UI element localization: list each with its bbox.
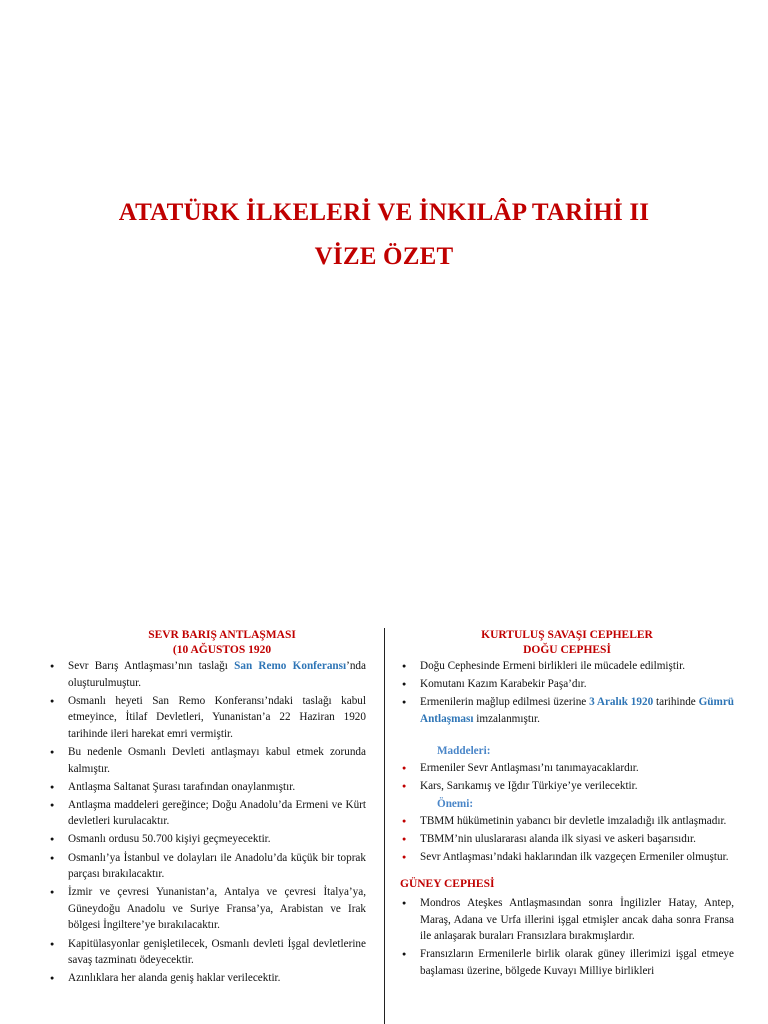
sevr-date-heading: (10 AĞUSTOS 1920 [172, 643, 272, 656]
column-divider [384, 628, 385, 1024]
fronts-heading: KURTULUŞ SAVAŞI CEPHELER [481, 629, 653, 641]
articles-list [400, 760, 734, 795]
east-front-list [400, 658, 734, 727]
list-item: ● Komutanı Kazım Karabekir Paşa’dır. [400, 676, 734, 693]
document-title: ATATÜRK İLKELERİ VE İNKILÂP TARİHİ II [118, 199, 650, 226]
list-item: ● Doğu Cephesinde Ermeni birlikleri ile mücadele edilmiştir. [400, 658, 734, 675]
right-column [400, 628, 734, 981]
list-item: ● Bu nedenle Osmanlı Devleti antlaşmayı kabul etmek zorunda kalmıştır. [48, 744, 366, 777]
list-item: ● Osmanlı ordusu 50.700 kişiyi geçmeyecektir. [48, 831, 366, 848]
list-item: ● Kars, Sarıkamış ve Iğdır Türkiye’ye verilecektir. [400, 778, 734, 795]
south-front-heading: GÜNEY CEPHESİ [400, 877, 495, 890]
south-front-list [400, 895, 734, 979]
list-item: ● Azınlıklara her alanda geniş haklar verilecektir. [48, 970, 366, 987]
list-item: ● Mondros Ateşkes Antlaşmasından sonra İngilizler Hatay, Antep, Maraş, Adana ve Urfa illerini işgal etmişler ancak daha sonra Fransa ile anlaşarak buraları Fransızlara bırakmışlardır. [400, 895, 734, 945]
list-item: ● Osmanlı’ya İstanbul ve dolayları ile Anadolu’da küçük bir toprak parçası bırakılacaktır. [48, 850, 366, 883]
list-item: ● TBMM hükümetinin yabancı bir devletle imzaladığı ilk antlaşmadır. [400, 813, 734, 830]
list-item [400, 694, 734, 727]
list-item-text: ’nda oluşturulmuştur. [68, 660, 366, 689]
list-item-text: Sevr Barış Antlaşması’nın taslağı [68, 660, 235, 672]
document-subtitle: VİZE ÖZET [314, 243, 454, 270]
list-item [48, 658, 366, 691]
importance-label: Önemi: [437, 798, 474, 811]
highlight-text: Gümrü Antlaşması [420, 696, 735, 725]
highlight-text: San Remo Konferansı [234, 660, 347, 672]
list-item-text: tarihinde [653, 696, 699, 709]
list-item: ● İzmir ve çevresi Yunanistan’a, Antalya ve çevresi İtalya’ya, Güneydoğu Anadolu ve Suriye Fransa’ya, Arabistan ve Irak bölgesi İngiltere’ye bırakılacaktır. [48, 884, 366, 934]
list-item: ● Fransızların Ermenilerle birlik olarak güney illerimizi işgal etmeye başlaması üzerine, bölgede Kuvayı Milliye birlikleri [400, 946, 734, 979]
list-item: ● Kapitülasyonlar genişletilecek, Osmanlı devleti İşgal devletlerine savaş tazminatı ödeyecektir. [48, 936, 366, 969]
list-item: ● Ermeniler Sevr Antlaşması’nı tanımayacaklardır. [400, 760, 734, 777]
list-item-text: imzalanmıştır. [473, 712, 540, 725]
list-item: ● Antlaşma Saltanat Şurası tarafından onaylanmıştır. [48, 779, 366, 796]
list-item: ● TBMM’nin uluslararası alanda ilk siyasi ve askeri başarısıdır. [400, 831, 734, 848]
list-item: ● Osmanlı heyeti San Remo Konferansı’ndaki taslağı kabul etmeyince, İtilaf Devletleri, Yunanistan’a 22 Haziran 1920 tarihinde ileri harekat emri vermiştir. [48, 693, 366, 743]
list-item-text: Ermenilerin mağlup edilmesi üzerine [420, 696, 590, 709]
articles-label: Maddeleri: [437, 745, 491, 758]
list-item: ● Antlaşma maddeleri gereğince; Doğu Anadolu’da Ermeni ve Kürt devletleri kurulacaktır. [48, 797, 366, 830]
list-item: ● Sevr Antlaşması’ndaki haklarından ilk vazgeçen Ermeniler olmuştur. [400, 849, 734, 866]
sevr-list [48, 658, 366, 987]
east-front-heading: DOĞU CEPHESİ [523, 643, 611, 656]
sevr-heading: SEVR BARIŞ ANTLAŞMASI [148, 629, 296, 641]
highlight-text: 3 Aralık 1920 [589, 696, 654, 709]
importance-list [400, 813, 734, 866]
left-column [48, 628, 366, 988]
